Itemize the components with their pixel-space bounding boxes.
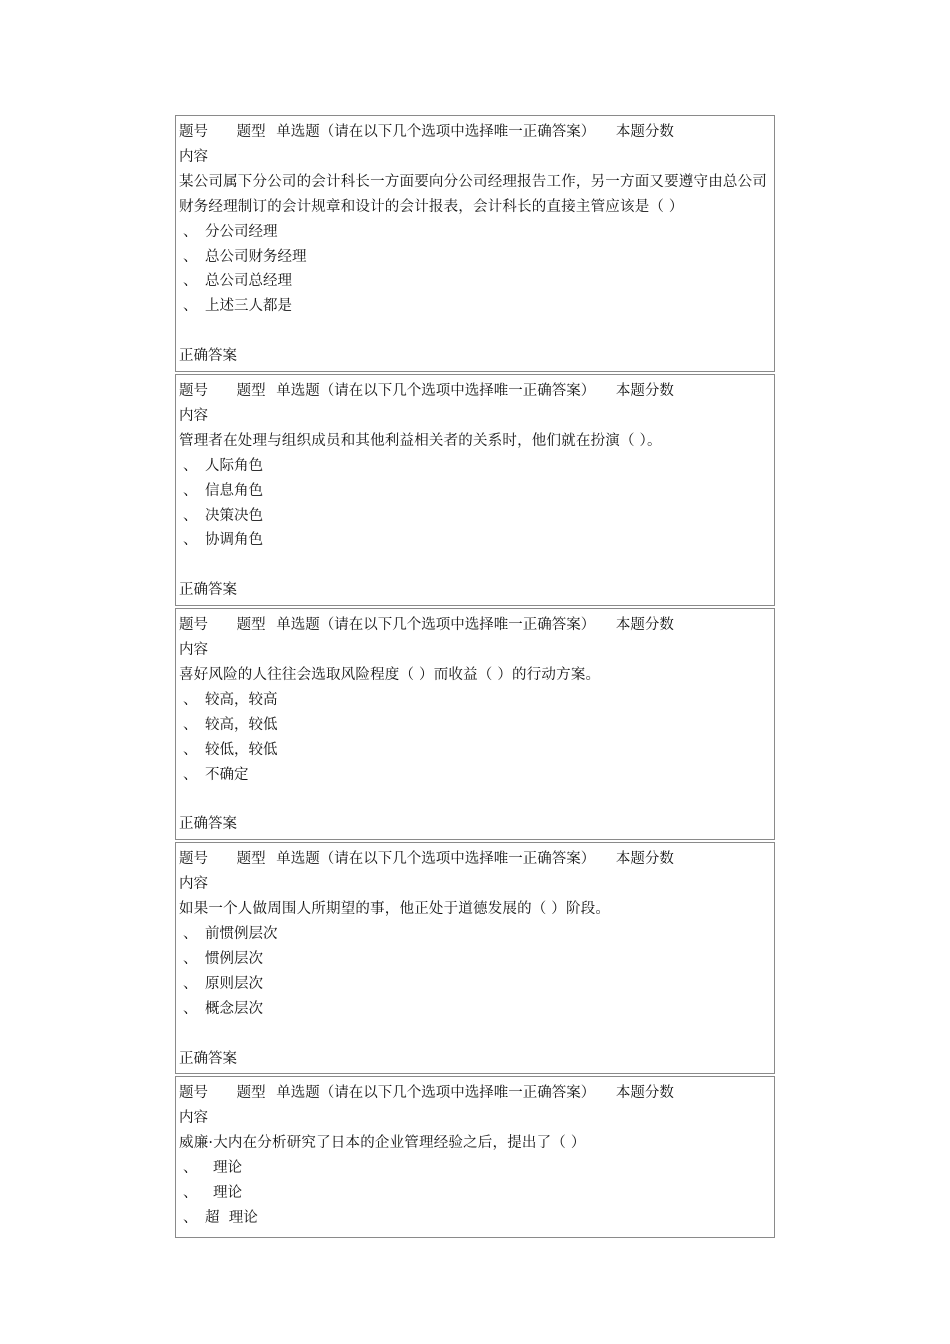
blank-line: [179, 788, 771, 813]
option-item: [179, 688, 771, 713]
content-label: 内容: [179, 642, 208, 659]
option-separator: 、: [183, 926, 198, 943]
question-score-label: 本题分数: [615, 383, 674, 400]
option-separator: 、: [183, 741, 198, 758]
option-item: [179, 1206, 771, 1231]
answer-label: 正确答案: [179, 816, 237, 833]
question-type-text: 单选题（请在以下几个选项中选择唯一正确答案）: [276, 124, 596, 140]
option-text: 原则层次: [205, 975, 263, 992]
option-separator: 、: [183, 298, 198, 315]
option-separator: 、: [183, 482, 198, 499]
question-sheet: [175, 115, 775, 1240]
answer-label: 正确答案: [179, 582, 237, 599]
question-type-text: 单选题（请在以下几个选项中选择唯一正确答案）: [276, 851, 596, 868]
question-type-label: 题型: [236, 383, 266, 400]
question-block: [175, 608, 775, 840]
question-type-text: 单选题（请在以下几个选项中选择唯一正确答案）: [276, 617, 596, 634]
question-block: [175, 1076, 775, 1237]
blank-line: [179, 553, 771, 578]
question-number-label: 题号: [179, 851, 208, 868]
option-text: 分公司经理: [205, 223, 278, 240]
question-stem: 管理者在处理与组织成员和其他利益相关者的关系时，他们就在扮演（ ）。: [179, 432, 662, 449]
option-text: 理论: [213, 1160, 242, 1177]
option-text: 概念层次: [205, 1000, 263, 1017]
option-item: [179, 947, 771, 972]
option-text: 人际角色: [205, 457, 263, 474]
question-type-text: 单选题（请在以下几个选项中选择唯一正确答案）: [276, 383, 596, 400]
option-item: [179, 454, 771, 479]
option-item: [179, 738, 771, 763]
question-block: [175, 115, 775, 372]
answer-label: 正确答案: [179, 348, 237, 365]
option-item: [179, 1181, 771, 1206]
option-text: 前惯例层次: [205, 926, 278, 943]
option-item: [179, 763, 771, 788]
option-item: [179, 972, 771, 997]
option-text: 协调角色: [205, 532, 263, 549]
blank-line: [179, 319, 771, 344]
option-text: 决策决色: [205, 507, 263, 524]
option-item: [179, 1156, 771, 1181]
option-text: 超 理论: [205, 1210, 258, 1226]
question-score-label: 本题分数: [615, 1085, 674, 1102]
question-type-label: 题型: [236, 1085, 266, 1102]
option-separator: 、: [183, 1185, 198, 1202]
content-label: 内容: [179, 1110, 208, 1127]
option-item: [179, 713, 771, 738]
option-text: 上述三人都是: [205, 298, 292, 315]
option-separator: 、: [183, 1210, 198, 1226]
question-type-label: 题型: [236, 851, 266, 868]
option-text: 信息角色: [205, 482, 263, 499]
option-text: 较高，较高: [205, 691, 278, 708]
question-score-label: 本题分数: [615, 617, 674, 634]
option-item: [179, 504, 771, 529]
option-separator: 、: [183, 457, 198, 474]
answer-label: 正确答案: [179, 1050, 237, 1067]
question-score-label: 本题分数: [615, 851, 674, 868]
question-number-label: 题号: [179, 1085, 208, 1102]
option-separator: 、: [183, 950, 198, 967]
option-separator: 、: [183, 766, 198, 783]
option-separator: 、: [183, 1000, 198, 1017]
question-score-label: 本题分数: [615, 124, 674, 140]
question-header: [179, 379, 771, 404]
option-item: [179, 479, 771, 504]
option-text: 惯例层次: [205, 950, 263, 967]
option-separator: 、: [183, 691, 198, 708]
question-header: [179, 847, 771, 872]
option-separator: 、: [183, 532, 198, 549]
option-text: 较低，较低: [205, 741, 278, 758]
content-label: 内容: [179, 407, 208, 424]
question-header: [179, 120, 771, 145]
option-separator: 、: [183, 507, 198, 524]
option-item: [179, 997, 771, 1022]
option-item: [179, 294, 771, 319]
option-item: [179, 269, 771, 294]
blank-line: [179, 1022, 771, 1047]
option-text: 不确定: [205, 766, 249, 783]
question-type-label: 题型: [236, 124, 266, 140]
question-number-label: 题号: [179, 383, 208, 400]
option-separator: 、: [183, 273, 198, 290]
content-label: 内容: [179, 148, 208, 165]
question-type-label: 题型: [236, 617, 266, 634]
option-separator: 、: [183, 716, 198, 733]
option-separator: 、: [183, 223, 198, 240]
question-number-label: 题号: [179, 617, 208, 634]
option-text: 总公司财务经理: [205, 248, 307, 265]
question-stem: 威廉·大内在分析研究了日本的企业管理经验之后，提出了（ ）: [179, 1135, 586, 1152]
option-separator: 、: [183, 248, 198, 265]
option-separator: 、: [183, 1160, 198, 1177]
question-stem: 如果一个人做周围人所期望的事，他正处于道德发展的（ ）阶段。: [179, 901, 611, 918]
option-text: 总公司总经理: [205, 273, 292, 290]
option-item: [179, 922, 771, 947]
option-item: [179, 220, 771, 245]
question-number-label: 题号: [179, 124, 208, 140]
option-item: [179, 528, 771, 553]
option-text: 较高，较低: [205, 716, 278, 733]
question-header: [179, 1081, 771, 1106]
option-item: [179, 245, 771, 270]
option-separator: 、: [183, 975, 198, 992]
question-stem: 某公司属下分公司的会计科长一方面要向分公司经理报告工作，另一方面又要遵守由总公司财务经理制订的会计规章和设计的会计报表，会计科长的直接主管应该是（ ）: [179, 173, 767, 215]
option-text: 理论: [213, 1185, 242, 1202]
question-block: [175, 374, 775, 606]
question-block: [175, 842, 775, 1074]
question-header: [179, 613, 771, 638]
question-type-text: 单选题（请在以下几个选项中选择唯一正确答案）: [276, 1085, 596, 1102]
question-stem: 喜好风险的人往往会选取风险程度（ ）而收益（ ）的行动方案。: [179, 667, 601, 683]
content-label: 内容: [179, 876, 208, 893]
